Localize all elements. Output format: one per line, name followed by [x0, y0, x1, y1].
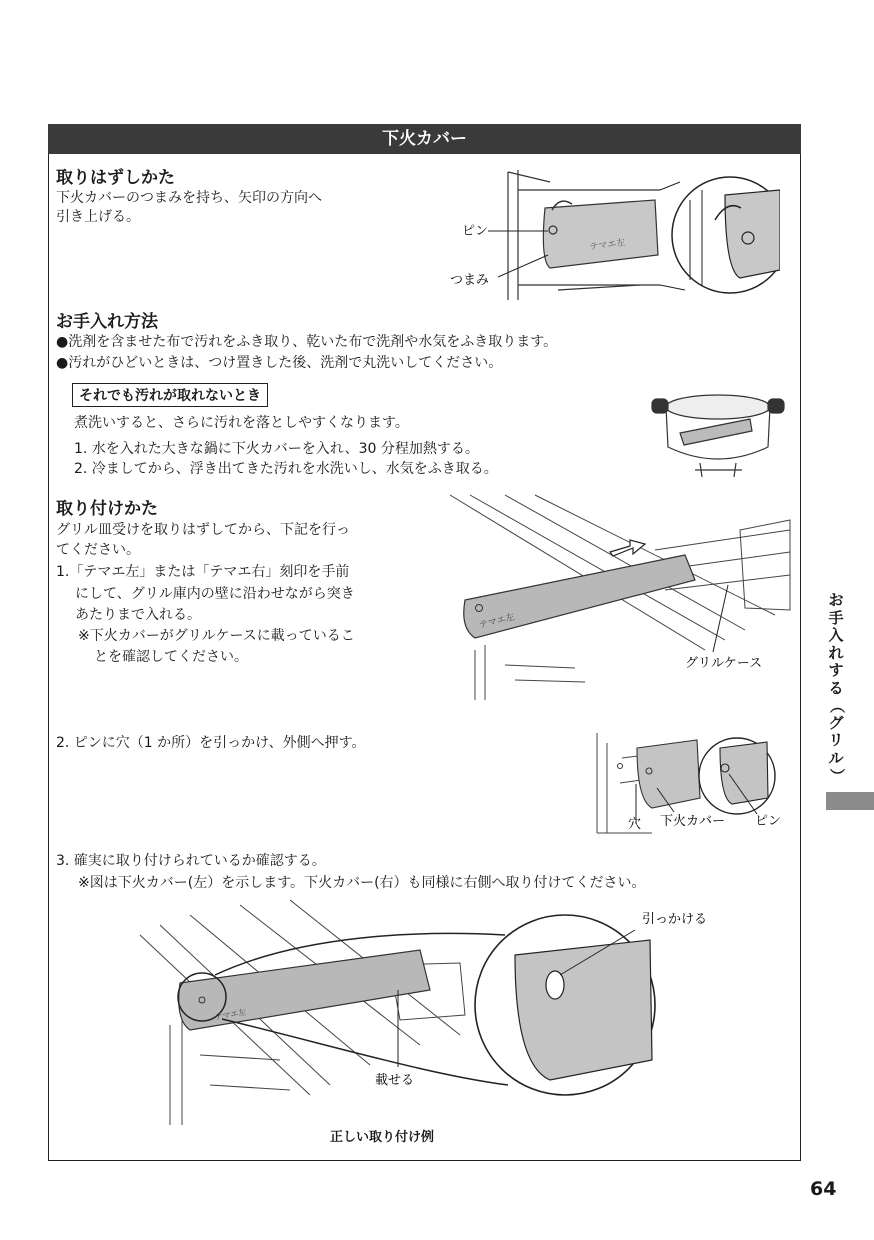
engraving-label-1: テマエ左: [478, 612, 516, 631]
attach-note3: ※図は下火カバー(左）を示します。下火カバー(右）も同様に右側へ取り付けてください。: [78, 875, 646, 891]
care-bullet-1: ●洗剤を含ませた布で汚れをふき取り、乾いた布で洗剤や水気をふき取ります。: [56, 334, 558, 350]
figure-caption: 正しい取り付け例: [330, 1130, 435, 1145]
attach-step1-1: 1.「テマエ左」または「テマエ右」刻印を手前: [56, 564, 350, 580]
side-tab-char: れ: [828, 643, 844, 662]
removal-heading: 取りはずしかた: [56, 168, 175, 188]
knob-label: つまみ: [450, 273, 490, 288]
care-heading: お手入れ方法: [56, 312, 158, 332]
attach-step1-2: にして、グリル庫内の壁に沿わせながら突き: [75, 586, 355, 602]
attach-figure-3: [130, 895, 790, 1135]
pin-label: ピン: [462, 224, 489, 239]
removal-line-1: 下火カバーのつまみを持ち、矢印の方向へ: [56, 190, 322, 206]
pot-figure: [650, 385, 790, 485]
side-tab-char: （: [827, 698, 846, 714]
attach-intro-2: てください。: [56, 542, 140, 558]
side-tab-char: ）: [827, 768, 846, 784]
hole-label: 穴: [628, 817, 642, 832]
side-tab-char: グ: [828, 713, 844, 732]
attach-note1-1: ※下火カバーがグリルケースに載っているこ: [78, 628, 355, 644]
grill-case-label: グリルケース: [685, 656, 763, 671]
page-number: 64: [810, 1178, 837, 1200]
boil-wash-step-1: 1. 水を入れた大きな鍋に下火カバーを入れ、30 分程加熱する。: [74, 441, 479, 457]
rest-label: 載せる: [375, 1073, 415, 1088]
removal-figure: [440, 160, 780, 305]
attach-figure-1: [445, 490, 795, 710]
section-title: 下火カバー: [48, 124, 801, 154]
side-tab-char: 入: [828, 626, 844, 644]
side-tab-char: す: [828, 661, 844, 679]
attach-step3: 3. 確実に取り付けられているか確認する。: [56, 853, 326, 869]
attach-heading: 取り付けかた: [56, 499, 158, 519]
side-tab-char: お: [828, 591, 844, 609]
boil-wash-box: それでも汚れが取れないとき: [72, 383, 268, 407]
side-tab-char: る: [828, 678, 844, 697]
side-tab-label: [824, 592, 848, 785]
attach-figure-2: [592, 728, 792, 838]
side-tab-char: リ: [828, 731, 844, 749]
attach-intro-1: グリル皿受けを取りはずしてから、下記を行っ: [56, 522, 350, 538]
attach-note1-2: とを確認してください。: [94, 649, 248, 665]
svg-text:テマエ左: テマエ左: [589, 238, 627, 253]
cover-label: 下火カバー: [660, 814, 726, 829]
side-tab-char: 手: [828, 608, 844, 627]
boil-wash-intro: 煮洗いすると、さらに汚れを落としやすくなります。: [74, 415, 409, 431]
attach-step1-3: あたりまで入れる。: [75, 607, 201, 623]
side-tab-char: ル: [828, 748, 844, 767]
care-bullet-2: ●汚れがひどいときは、つけ置きした後、洗剤で丸洗いしてください。: [56, 355, 503, 371]
removal-line-2: 引き上げる。: [56, 209, 140, 225]
pin-label-2: ピン: [755, 814, 782, 829]
boil-wash-step-2: 2. 冷ましてから、浮き出てきた汚れを水洗いし、水気をふき取る。: [74, 461, 498, 477]
hook-label: 引っかける: [642, 912, 708, 927]
attach-step2: 2. ピンに穴（1 か所）を引っかけ、外側へ押す。: [56, 735, 366, 751]
engraving-label-3: テマエ左: [213, 1007, 247, 1022]
side-tab-marker: [826, 792, 874, 810]
